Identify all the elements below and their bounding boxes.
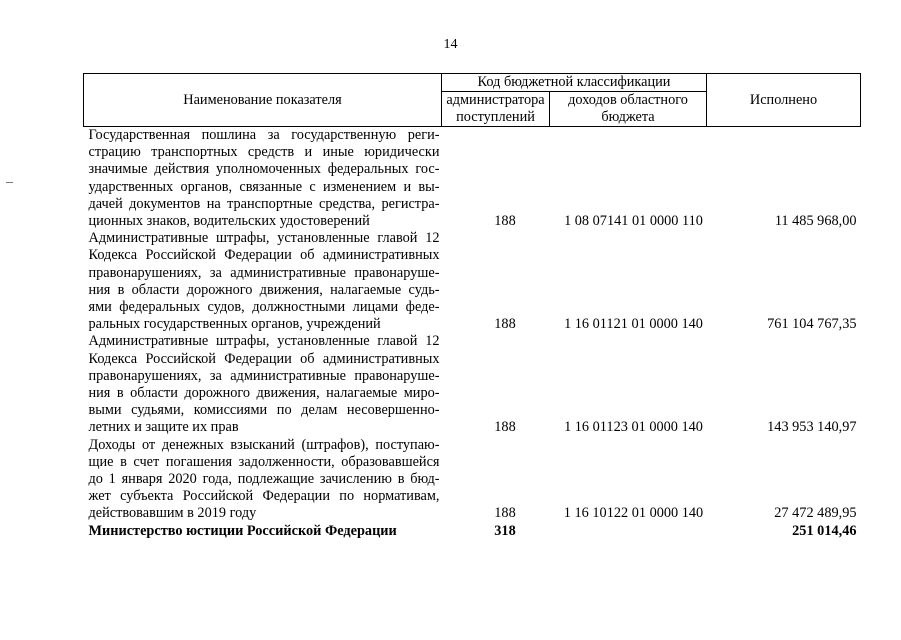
row-name-line: Государственная пошлина за государственную реги- xyxy=(88,127,440,143)
row-name-line: до 1 января 2020 года, подлежащие зачислению в бюд- xyxy=(88,471,440,488)
total-row xyxy=(84,523,861,540)
row-income-code: 1 08 07141 01 0000 110 xyxy=(564,213,703,230)
row-admin-code: 188 xyxy=(494,213,516,230)
total-executed: 251 014,46 xyxy=(792,522,857,539)
row-name-line: Доходы от денежных взысканий (штрафов), поступаю- xyxy=(88,436,440,453)
header-admin-line1: администратора xyxy=(446,92,545,108)
row-name-line: ния в области дорожного движения, налагаемые судь- xyxy=(88,281,440,298)
table-row xyxy=(84,230,861,333)
row-name-line: ударственных органов, связанные с изменением и вы- xyxy=(88,178,440,195)
row-executed: 761 104 767,35 xyxy=(767,316,857,333)
row-income-code: 1 16 01121 01 0000 140 xyxy=(564,316,703,333)
table-row xyxy=(84,127,861,231)
table-row xyxy=(84,333,861,436)
row-name xyxy=(84,230,442,333)
row-name-line: Административные штрафы, установленные главой 12 xyxy=(88,230,440,247)
row-admin-code: 188 xyxy=(494,419,516,436)
header-income-line2: бюджета xyxy=(601,109,655,125)
row-name-line: Кодекса Российской Федерации об административных xyxy=(88,350,440,367)
header-admin xyxy=(442,92,550,127)
row-executed: 11 485 968,00 xyxy=(774,213,857,230)
header-name: Наименование показателя xyxy=(84,74,442,127)
header-income-line1: доходов областного xyxy=(568,92,688,108)
row-name-line: ционных знаков, водительских удостоверений xyxy=(88,213,370,230)
row-name-line: значимые действия уполномоченных федеральных гос- xyxy=(88,161,440,178)
margin-mark xyxy=(6,182,13,183)
row-name xyxy=(84,333,442,436)
row-admin-code: 188 xyxy=(494,505,516,522)
header-executed: Исполнено xyxy=(707,74,861,127)
total-income-code xyxy=(550,523,707,540)
row-name-line: страцию транспортных средств и иные юридически xyxy=(88,144,440,161)
row-name-line: Кодекса Российской Федерации об административных xyxy=(88,247,440,264)
row-name-line: ральных государственных органов, учреждений xyxy=(88,316,381,333)
row-income-code: 1 16 10122 01 0000 140 xyxy=(563,505,704,522)
row-name-line: жет субъекта Российской Федерации по нормативам, xyxy=(88,488,440,505)
row-name-line: действовавшим в 2019 году xyxy=(88,505,257,522)
row-name-line: выми судьями, комиссиями по делам несовершенно- xyxy=(88,402,440,419)
row-admin-code: 188 xyxy=(494,316,516,333)
row-name-line: летних и защите их прав xyxy=(88,419,239,436)
budget-table xyxy=(83,73,861,540)
table-row xyxy=(84,437,861,523)
row-name-line: правонарушениях, за административные правонаруше- xyxy=(88,264,440,281)
total-admin-code: 318 xyxy=(494,522,516,539)
row-name-line: ния в области дорожного движения, налагаемые миро- xyxy=(88,385,440,402)
header-income xyxy=(550,92,707,127)
row-name-line: Административные штрафы, установленные главой 12 xyxy=(88,333,440,350)
header-admin-line2: поступлений xyxy=(456,109,535,125)
row-name xyxy=(84,437,442,523)
row-name-line: щие в счет погашения задолженности, образовавшейся xyxy=(88,453,440,470)
row-name-line: ями федеральных судов, должностными лицами феде- xyxy=(88,299,440,316)
total-name-line: Министерство юстиции Российской Федерации xyxy=(88,522,397,539)
page-number: 14 xyxy=(443,37,458,52)
row-name-line: правонарушениях, за административные правонаруше- xyxy=(88,367,440,384)
total-name xyxy=(84,523,442,540)
row-name-line: дачей документов на транспортные средства, регистра- xyxy=(88,195,440,212)
row-name xyxy=(84,127,442,231)
row-income-code: 1 16 01123 01 0000 140 xyxy=(564,419,703,436)
header-code-group: Код бюджетной классификации xyxy=(442,74,707,92)
row-executed: 143 953 140,97 xyxy=(767,419,857,436)
row-executed: 27 472 489,95 xyxy=(774,505,857,522)
